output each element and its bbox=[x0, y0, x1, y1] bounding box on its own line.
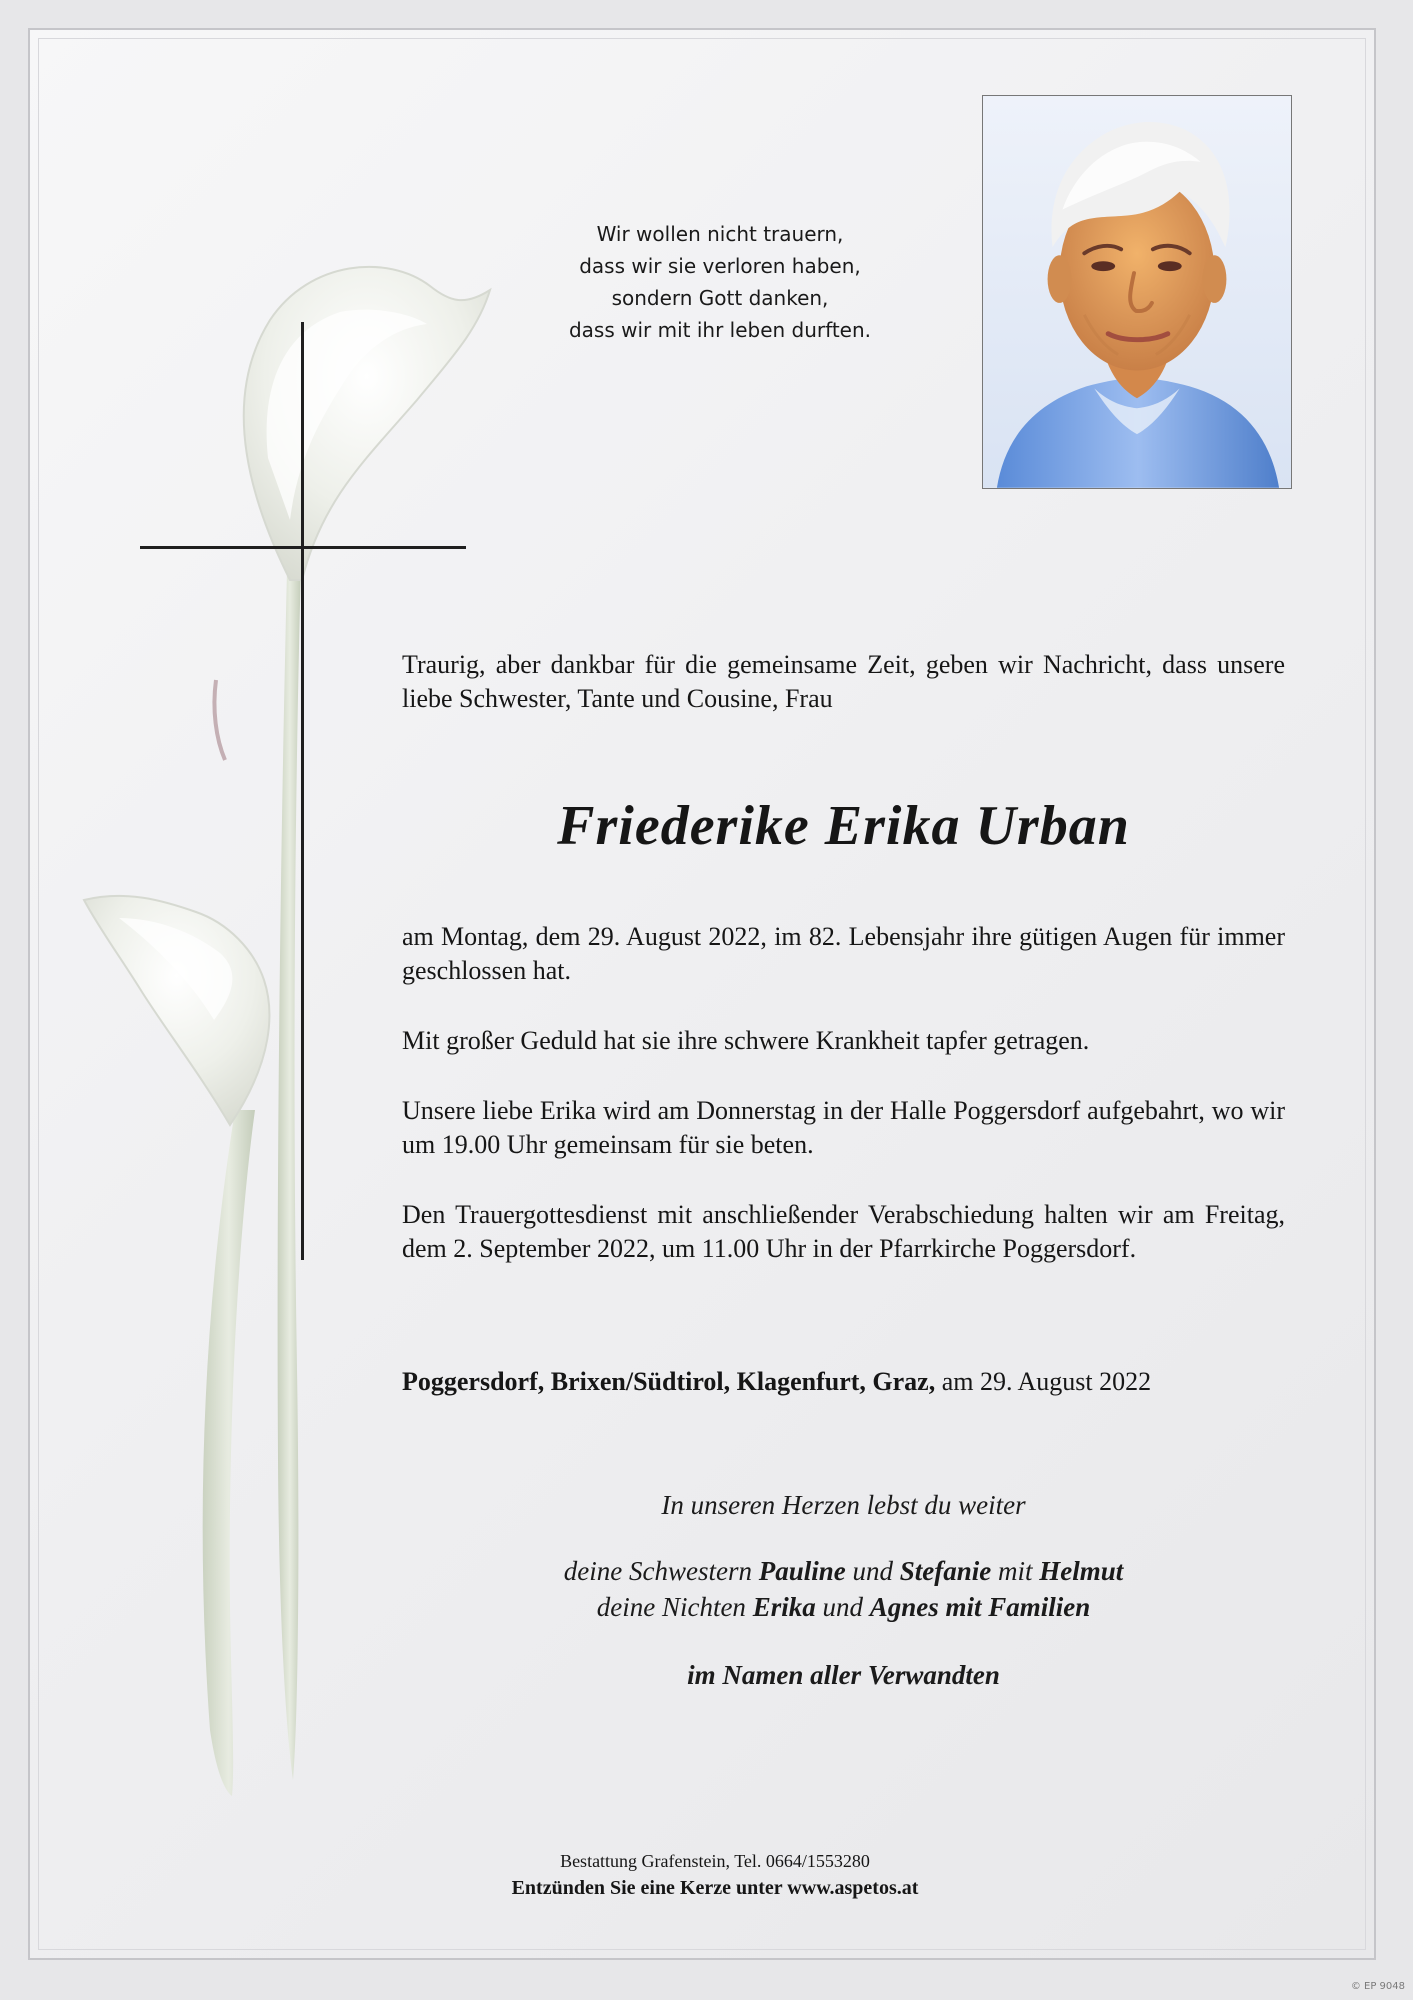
funeral-home-info: Bestattung Grafenstein, Tel. 0664/1553280 bbox=[560, 1851, 870, 1871]
closing-family-line bbox=[402, 1657, 1285, 1693]
memorial-quote bbox=[520, 218, 920, 346]
cross-icon bbox=[301, 322, 304, 1260]
closing-text: deine Schwestern bbox=[563, 1556, 752, 1586]
closing-name: Helmut bbox=[1039, 1556, 1124, 1586]
illness-text: Mit großer Geduld hat sie ihre schwere Krankheit tapfer getragen. bbox=[402, 1026, 1090, 1055]
quote-line: dass wir sie verloren haben, bbox=[579, 254, 861, 278]
notice-date: am 29. August 2022 bbox=[941, 1367, 1152, 1396]
cross-icon bbox=[140, 546, 466, 549]
intro-text: Traurig, aber dankbar für die gemeinsame Zeit, geben wir Nachricht, dass unsere liebe Schwester, Tante und Cousine, Frau bbox=[402, 650, 1285, 713]
deceased-name: Friederike Erika Urban bbox=[557, 795, 1130, 857]
funeral-details: Den Trauergottesdienst mit anschließender Verabschiedung halten wir am Freitag, dem 2. September 2022, um 11.00 Uhr in der Pfarrkirche Poggersdorf. bbox=[402, 1200, 1285, 1263]
closing-text: und bbox=[852, 1556, 893, 1586]
quote-line: sondern Gott danken, bbox=[611, 286, 829, 310]
closing-name: Erika bbox=[752, 1592, 816, 1622]
places-list: Poggersdorf, Brixen/Südtirol, Klagenfurt, Graz, bbox=[402, 1367, 936, 1396]
wake-details: Unsere liebe Erika wird am Donnerstag in der Halle Poggersdorf aufgebahrt, wo wir um 19.00 Uhr gemeinsam für sie beten. bbox=[402, 1096, 1285, 1159]
candle-link-text: Entzünden Sie eine Kerze unter www.aspetos.at bbox=[511, 1877, 919, 1899]
portrait-photo bbox=[982, 95, 1292, 489]
quote-line: Wir wollen nicht trauern, bbox=[596, 222, 844, 246]
closing-name: Pauline bbox=[758, 1556, 846, 1586]
closing-nieces-line bbox=[402, 1589, 1285, 1625]
closing-family-text: im Namen aller Verwandten bbox=[687, 1660, 1000, 1690]
death-details: am Montag, dem 29. August 2022, im 82. Lebensjahr ihre gütigen Augen für immer geschlossen hat. bbox=[402, 922, 1285, 985]
quote-line: dass wir mit ihr leben durften. bbox=[568, 318, 872, 342]
closing-heart-line: In unseren Herzen lebst du weiter bbox=[661, 1490, 1026, 1520]
closing-name: Stefanie bbox=[899, 1556, 992, 1586]
closing-sisters-line bbox=[402, 1553, 1285, 1589]
closing-name: Agnes mit Familien bbox=[869, 1592, 1091, 1622]
closing-text: deine Nichten bbox=[596, 1592, 746, 1622]
closing-text: mit bbox=[997, 1556, 1033, 1586]
closing-text: und bbox=[822, 1592, 863, 1622]
places-date-line bbox=[402, 1365, 1285, 1399]
print-code: © EP 9048 bbox=[1350, 1981, 1405, 1992]
